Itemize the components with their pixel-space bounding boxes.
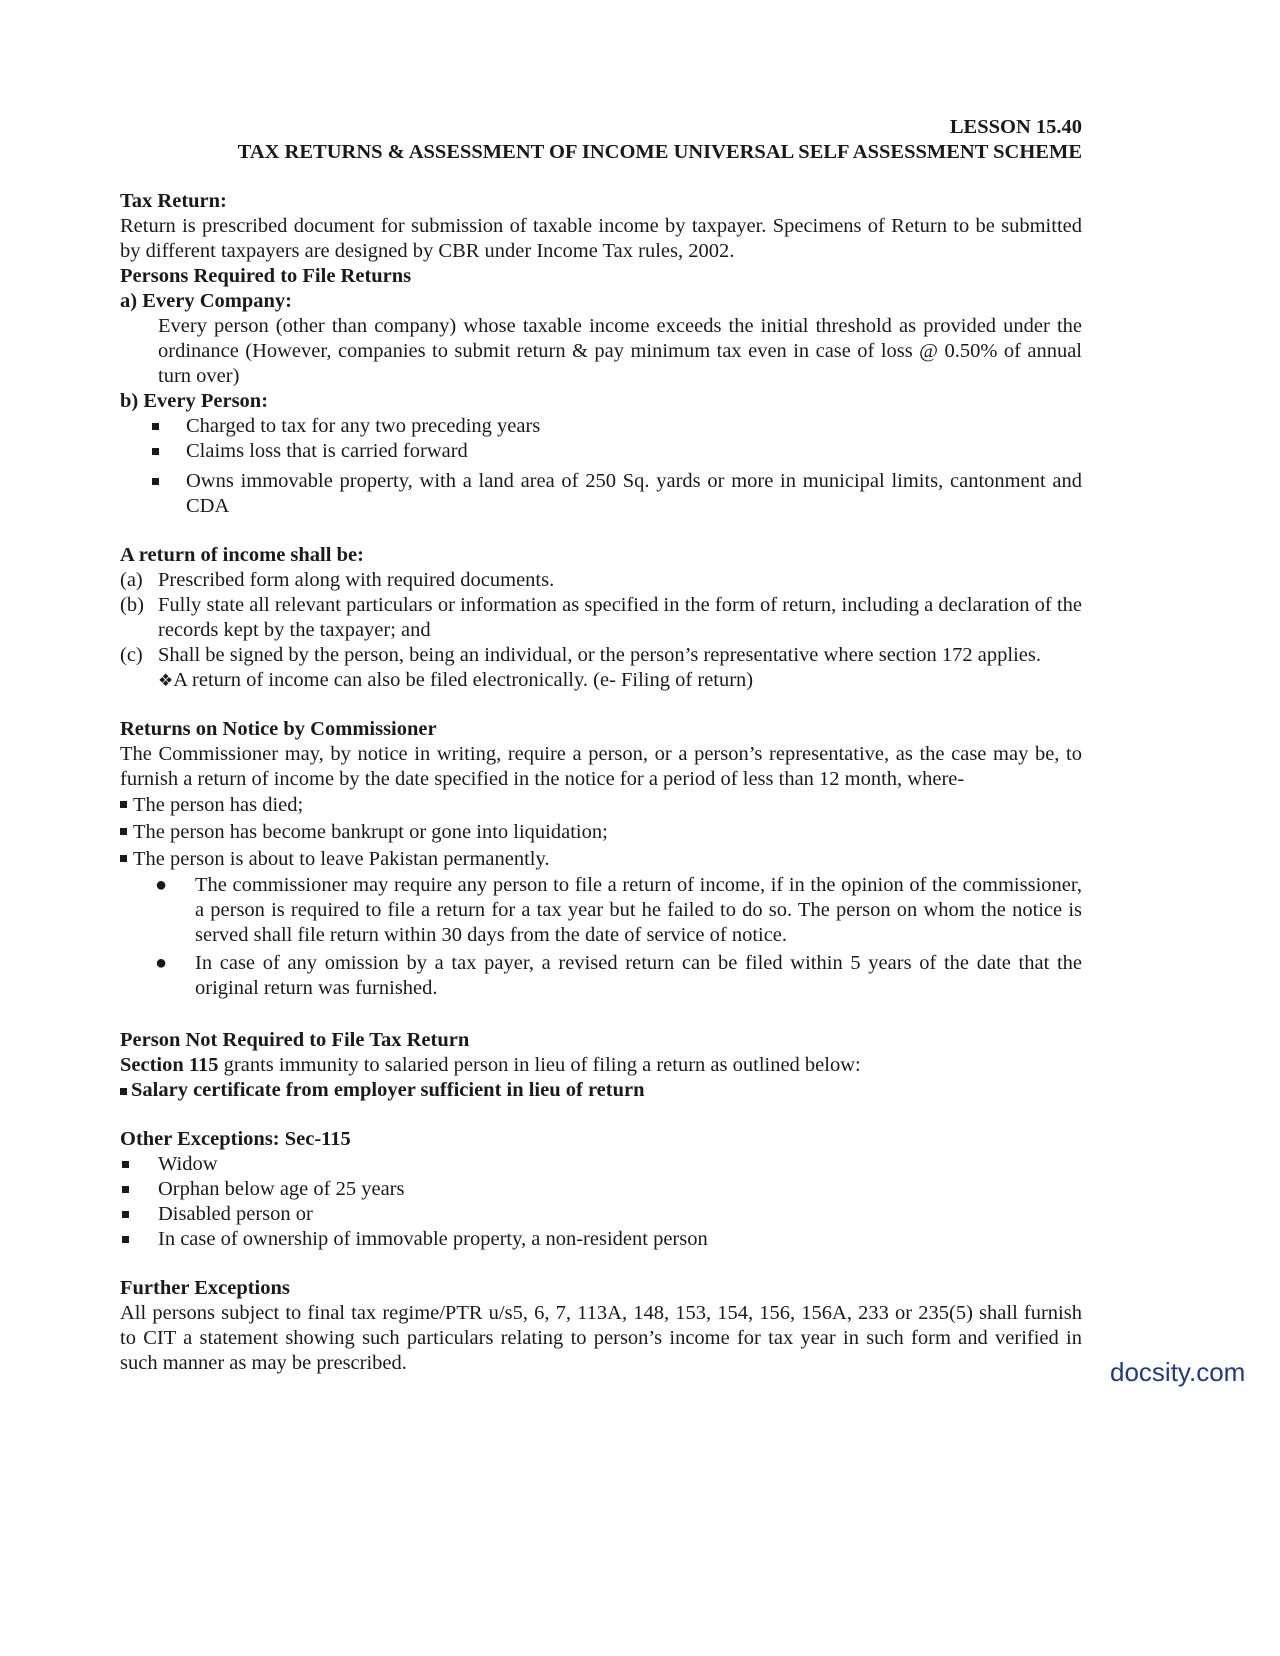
return-income-heading: A return of income shall be:: [120, 544, 364, 566]
e-filing-note: ❖A return of income can also be filed electronically. (e- Filing of return): [158, 669, 754, 691]
square-bullet-icon: [152, 448, 159, 455]
notice-text: The Commissioner may, by notice in writing, require a person, or a person’s representative, as the case may be, to furnish a return of income by the date specified in the notice for a period of less than 12 month, where-: [120, 743, 1082, 790]
square-bullet-icon: [122, 1186, 129, 1193]
every-company-text: Every person (other than company) whose taxable income exceeds the initial threshold as provided under the ordinance (However, companies to submit return & pay minimum tax even in case of loss @ 0.50% of annual turn over): [158, 315, 1082, 387]
further-exceptions-text: All persons subject to final tax regime/PTR u/s5, 6, 7, 113A, 148, 153, 154, 156, 156A, 233 or 235(5) shall furnish to CIT a statement showing such particulars relating to person’s income for tax year in such form and verified in such manner as may be prescribed.: [120, 1302, 1082, 1374]
docsity-watermark[interactable]: docsity.com: [1110, 1357, 1246, 1387]
bullet-dot-icon: ●: [155, 874, 168, 896]
page-title: TAX RETURNS & ASSESSMENT OF INCOME UNIVERSAL SELF ASSESSMENT SCHEME: [237, 141, 1082, 163]
square-bullet-icon: [120, 828, 127, 835]
other-exceptions-list: [120, 1152, 1082, 1252]
notice-heading: Returns on Notice by Commissioner: [120, 718, 437, 740]
section-115-text: Section 115 grants immunity to salaried person in lieu of filing a return as outlined below:: [120, 1054, 861, 1076]
list-item: (a) Prescribed form along with required documents.: [120, 569, 555, 591]
list-item: Disabled person or: [120, 1202, 1082, 1227]
list-item: (b) Fully state all relevant particulars or information as specified in the form of return, including a declaration of the records kept by the taxpayer; and: [120, 594, 1082, 641]
square-bullet-icon: [152, 478, 159, 485]
list-item: Orphan below age of 25 years: [120, 1177, 1082, 1202]
notice-conditions: [120, 792, 1082, 873]
list-item: Claims loss that is carried forward: [120, 439, 1082, 464]
every-person-heading: b) Every Person:: [120, 390, 269, 412]
document-page: [120, 115, 1082, 1376]
list-item: Owns immovable property, with a land area of 250 Sq. yards or more in municipal limits, cantonment and CDA: [120, 469, 1082, 519]
list-item: Charged to tax for any two preceding years: [120, 414, 1082, 439]
lesson-number: LESSON 15.40: [949, 116, 1082, 138]
other-exceptions-heading: Other Exceptions: Sec-115: [120, 1128, 351, 1150]
list-item: (c) Shall be signed by the person, being an individual, or the person’s representative where section 172 applies.: [120, 644, 1041, 666]
square-bullet-icon: [120, 855, 127, 862]
diamond-bullet-icon: ❖: [158, 671, 174, 690]
persons-required-heading: Persons Required to File Returns: [120, 265, 412, 287]
square-bullet-icon: [120, 801, 127, 808]
list-item: In case of ownership of immovable property, a non-resident person: [120, 1227, 1082, 1252]
not-required-heading: Person Not Required to File Tax Return: [120, 1029, 470, 1051]
tax-return-heading: Tax Return:: [120, 190, 227, 212]
list-item: The person is about to leave Pakistan permanently.: [120, 846, 1082, 873]
list-item: ● The commissioner may require any person to file a return of income, if in the opinion of the commissioner, a person is required to file a return for a tax year but he failed to do so. The person on whom the notice is served shall file return within 30 days from the date of service of notice.: [155, 874, 1082, 946]
bullet-dot-icon: ●: [155, 952, 168, 974]
square-bullet-icon: [122, 1211, 129, 1218]
square-bullet-icon: [120, 1088, 127, 1095]
notice-bullets: [120, 873, 1082, 1001]
square-bullet-icon: [152, 423, 159, 430]
tax-return-text: Return is prescribed document for submission of taxable income by taxpayer. Specimens of Return to be submitted by different taxpayers are designed by CBR under Income Tax rules, 2002.: [120, 215, 1082, 262]
square-bullet-icon: [122, 1236, 129, 1243]
every-company-heading: a) Every Company:: [120, 290, 292, 312]
square-bullet-icon: [122, 1161, 129, 1168]
every-person-list: [120, 414, 1082, 519]
return-income-list: [120, 568, 1082, 668]
list-item: The person has died;: [120, 792, 1082, 819]
list-item: Widow: [120, 1152, 1082, 1177]
salary-certificate-line: Salary certificate from employer sufficient in lieu of return: [120, 1078, 1082, 1103]
list-item: The person has become bankrupt or gone into liquidation;: [120, 819, 1082, 846]
further-exceptions-heading: Further Exceptions: [120, 1277, 290, 1299]
list-item: ● In case of any omission by a tax payer, a revised return can be filed within 5 years of the date that the original return was furnished.: [155, 952, 1082, 999]
